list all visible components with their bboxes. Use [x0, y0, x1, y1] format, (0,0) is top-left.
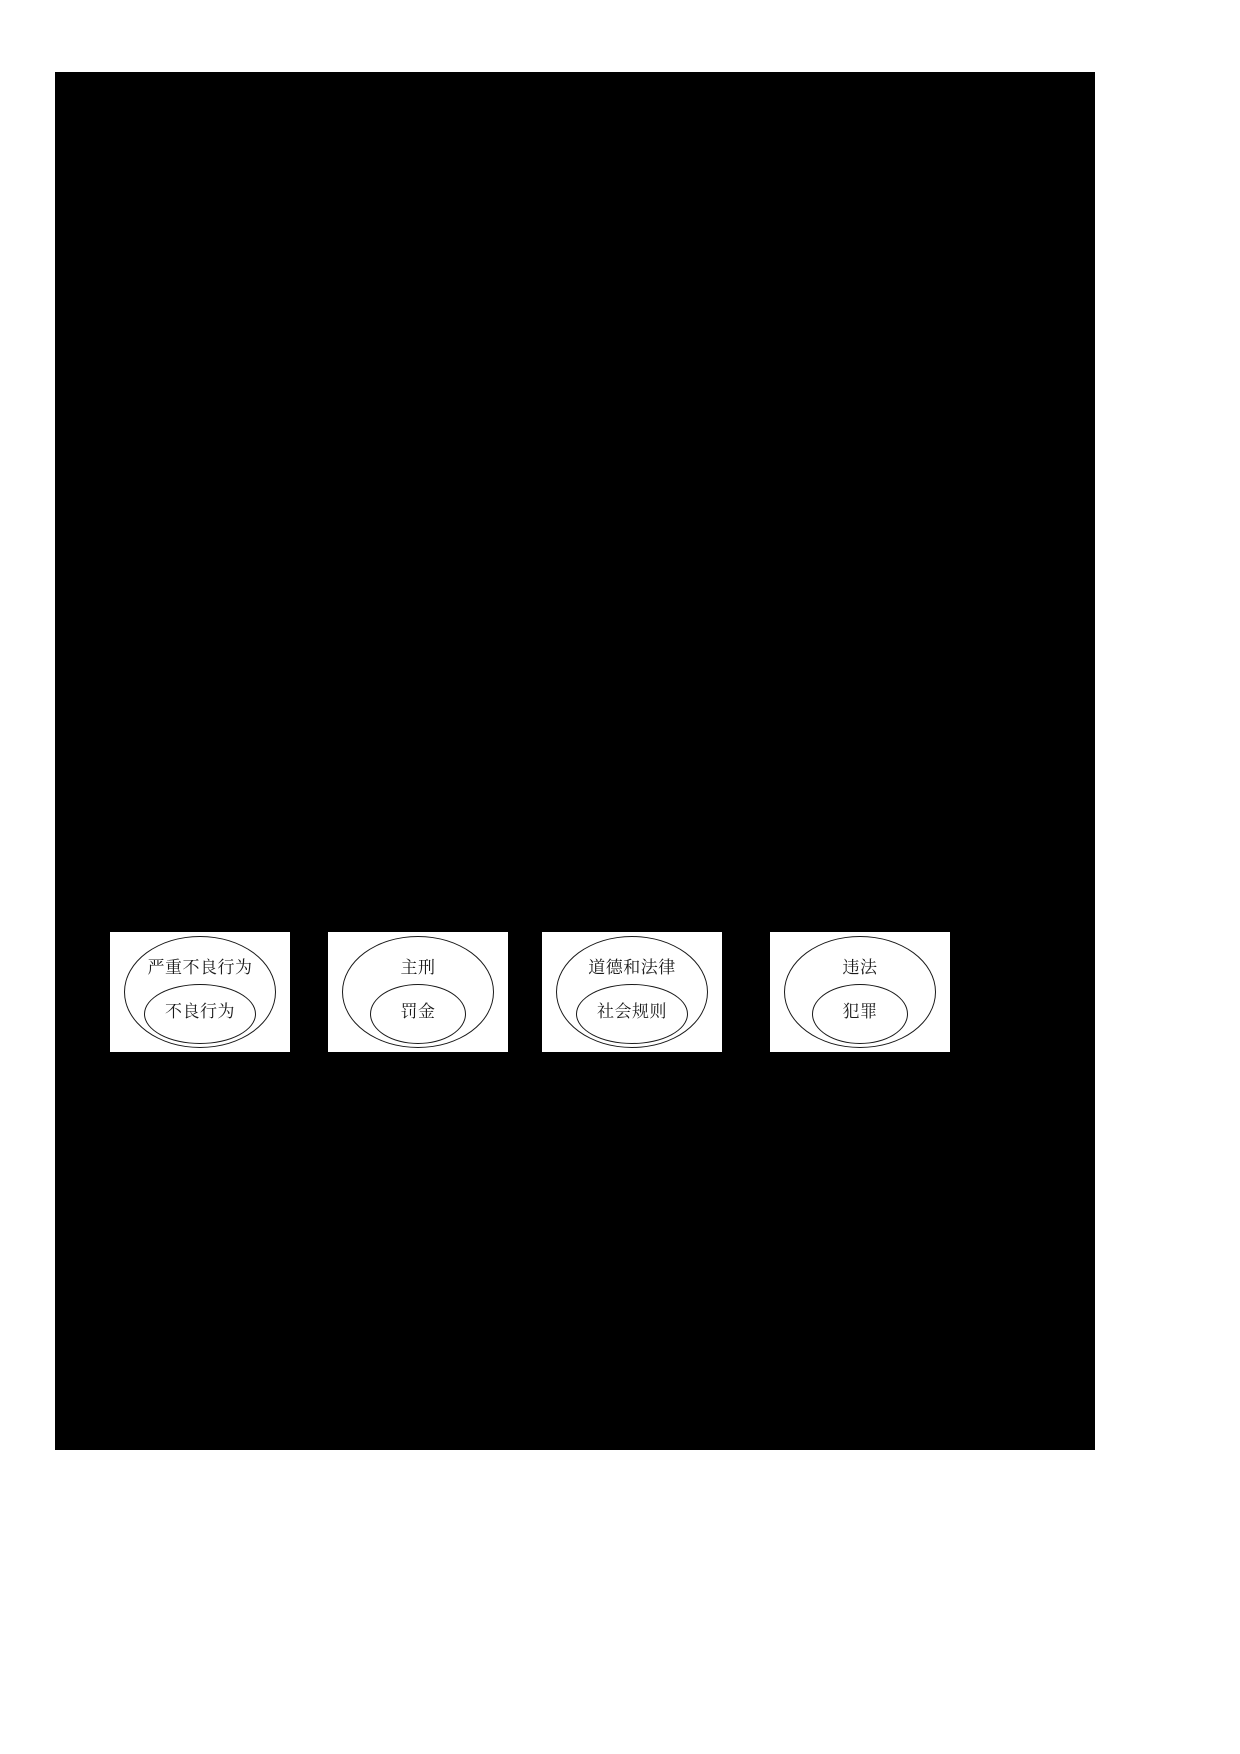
inner-set-label: 社会规则: [597, 1002, 667, 1021]
venn-option-card[interactable]: [770, 932, 950, 1052]
inner-set-label: 不良行为: [165, 1002, 235, 1021]
venn-option-card[interactable]: [328, 932, 508, 1052]
outer-set-label: 违法: [842, 958, 878, 977]
page-black-canvas: [55, 72, 1095, 1450]
inner-set-label: 罚金: [400, 1002, 436, 1021]
venn-option-card[interactable]: [542, 932, 722, 1052]
outer-set-label: 严重不良行为: [147, 958, 253, 977]
venn-options-row: [110, 932, 930, 1052]
inner-set-label: 犯罪: [842, 1002, 878, 1021]
outer-set-label: 主刑: [400, 958, 436, 977]
venn-option-card[interactable]: [110, 932, 290, 1052]
outer-set-label: 道德和法律: [588, 958, 676, 977]
